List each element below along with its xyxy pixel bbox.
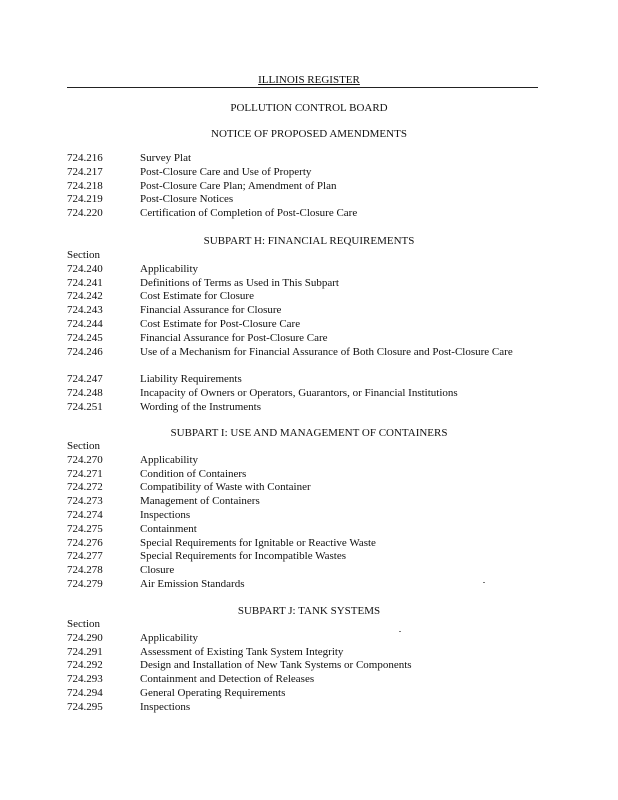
list-item [67, 578, 547, 592]
list-item [67, 263, 547, 277]
list-item [67, 401, 547, 415]
section-title: Compatibility of Waste with Container [140, 481, 311, 494]
subpart-h-list [67, 249, 547, 415]
section-title: Assessment of Existing Tank System Integrity [140, 645, 344, 658]
list-item [67, 468, 547, 482]
section-title: Applicability [140, 453, 199, 466]
section-title: Financial Assurance for Post-Closure Care [140, 331, 328, 344]
section-number: 724.218 [67, 179, 103, 192]
section-title: Definitions of Terms as Used in This Subpart [140, 276, 339, 289]
section-number: 724.251 [67, 400, 103, 413]
list-item [67, 673, 547, 687]
section-list-top [67, 152, 547, 221]
header-rule [67, 87, 538, 88]
register-title: ILLINOIS REGISTER [258, 74, 360, 86]
section-number: 724.240 [67, 262, 103, 275]
section-title: Closure [140, 564, 175, 577]
section-title: Cost Estimate for Post-Closure Care [140, 317, 301, 330]
section-title: General Operating Requirements [140, 686, 286, 699]
section-number: 724.293 [67, 673, 103, 686]
subpart-j-list [67, 618, 547, 715]
section-title: Certification of Completion of Post-Closure Care [140, 207, 358, 220]
list-item [67, 481, 547, 495]
section-number: 724.246 [67, 345, 103, 358]
section-title: Liability Requirements [140, 373, 242, 386]
list-item [67, 687, 547, 701]
list-item [67, 659, 547, 673]
section-title: Containment [140, 522, 197, 535]
section-number: 724.242 [67, 290, 103, 303]
list-item [67, 180, 547, 194]
section-column-label: Section [67, 249, 100, 261]
list-item [67, 373, 547, 387]
section-title: Condition of Containers [140, 467, 247, 480]
section-title: Management of Containers [140, 495, 260, 508]
section-column-label: Section [67, 440, 100, 452]
section-number: 724.291 [67, 645, 103, 658]
section-title: Use of a Mechanism for Financial Assurance of Both Closure and Post-Closure Care [140, 345, 513, 358]
section-column-label: Section [67, 618, 100, 630]
list-item [67, 332, 547, 346]
section-title: Containment and Detection of Releases [140, 673, 315, 686]
section-number: 724.294 [67, 686, 103, 699]
notice-title: NOTICE OF PROPOSED AMENDMENTS [211, 128, 407, 140]
section-number: 724.241 [67, 276, 103, 289]
list-item [67, 346, 547, 374]
section-number: 724.275 [67, 522, 103, 535]
section-number: 724.277 [67, 550, 103, 563]
section-title: Inspections [140, 508, 191, 521]
list-item [67, 193, 547, 207]
section-title: Post-Closure Care Plan; Amendment of Plan [140, 179, 337, 192]
list-item [67, 550, 547, 564]
section-number: 724.248 [67, 386, 103, 399]
section-number: 724.220 [67, 207, 103, 220]
section-number: 724.292 [67, 659, 103, 672]
subpart-h-heading: SUBPART H: FINANCIAL REQUIREMENTS [203, 235, 415, 247]
section-number: 724.273 [67, 495, 103, 508]
section-number: 724.270 [67, 453, 103, 466]
section-title: Post-Closure Notices [140, 193, 234, 206]
section-title: Inspections [140, 700, 191, 713]
section-number: 724.290 [67, 631, 103, 644]
section-number: 724.219 [67, 193, 103, 206]
list-item [67, 646, 547, 660]
scan-speck [483, 582, 485, 583]
section-title: Post-Closure Care and Use of Property [140, 165, 312, 178]
section-title: Survey Plat [140, 152, 192, 164]
section-number: 724.271 [67, 467, 103, 480]
section-number: 724.274 [67, 508, 103, 521]
list-item [67, 564, 547, 578]
scan-speck [399, 631, 401, 632]
section-title: Wording of the Instruments [140, 400, 262, 413]
section-number: 724.216 [67, 152, 103, 164]
list-item [67, 152, 547, 166]
section-title: Air Emission Standards [140, 577, 245, 590]
section-title: Cost Estimate for Closure [140, 290, 254, 303]
section-title: Design and Installation of New Tank Systems or Components [140, 659, 412, 672]
subpart-i-heading: SUBPART I: USE AND MANAGEMENT OF CONTAINERS [170, 427, 448, 439]
section-title: Incapacity of Owners or Operators, Guarantors, or Financial Institutions [140, 386, 458, 399]
subpart-j-heading: SUBPART J: TANK SYSTEMS [237, 605, 381, 617]
list-item [67, 537, 547, 551]
section-number: 724.279 [67, 577, 103, 590]
list-item [67, 166, 547, 180]
list-item [67, 290, 547, 304]
list-item [67, 523, 547, 537]
list-item [67, 387, 547, 401]
list-item [67, 277, 547, 291]
list-item [67, 454, 547, 468]
section-number: 724.295 [67, 700, 103, 713]
section-title: Applicability [140, 262, 199, 275]
section-number: 724.217 [67, 165, 103, 178]
board-name: POLLUTION CONTROL BOARD [230, 102, 388, 114]
list-item [67, 509, 547, 523]
list-item [67, 318, 547, 332]
list-item [67, 207, 547, 221]
section-title: Financial Assurance for Closure [140, 304, 282, 317]
list-item [67, 701, 547, 715]
section-number: 724.244 [67, 317, 103, 330]
list-item [67, 632, 547, 646]
subpart-i-list [67, 440, 547, 592]
section-number: 724.247 [67, 373, 103, 386]
list-item [67, 304, 547, 318]
section-number: 724.278 [67, 564, 103, 577]
section-number: 724.243 [67, 304, 103, 317]
section-title: Applicability [140, 631, 199, 644]
section-number: 724.276 [67, 536, 103, 549]
section-title: Special Requirements for Ignitable or Reactive Waste [140, 536, 376, 549]
section-title: Special Requirements for Incompatible Wastes [140, 550, 347, 563]
section-number: 724.245 [67, 331, 103, 344]
list-item [67, 495, 547, 509]
section-number: 724.272 [67, 481, 103, 494]
